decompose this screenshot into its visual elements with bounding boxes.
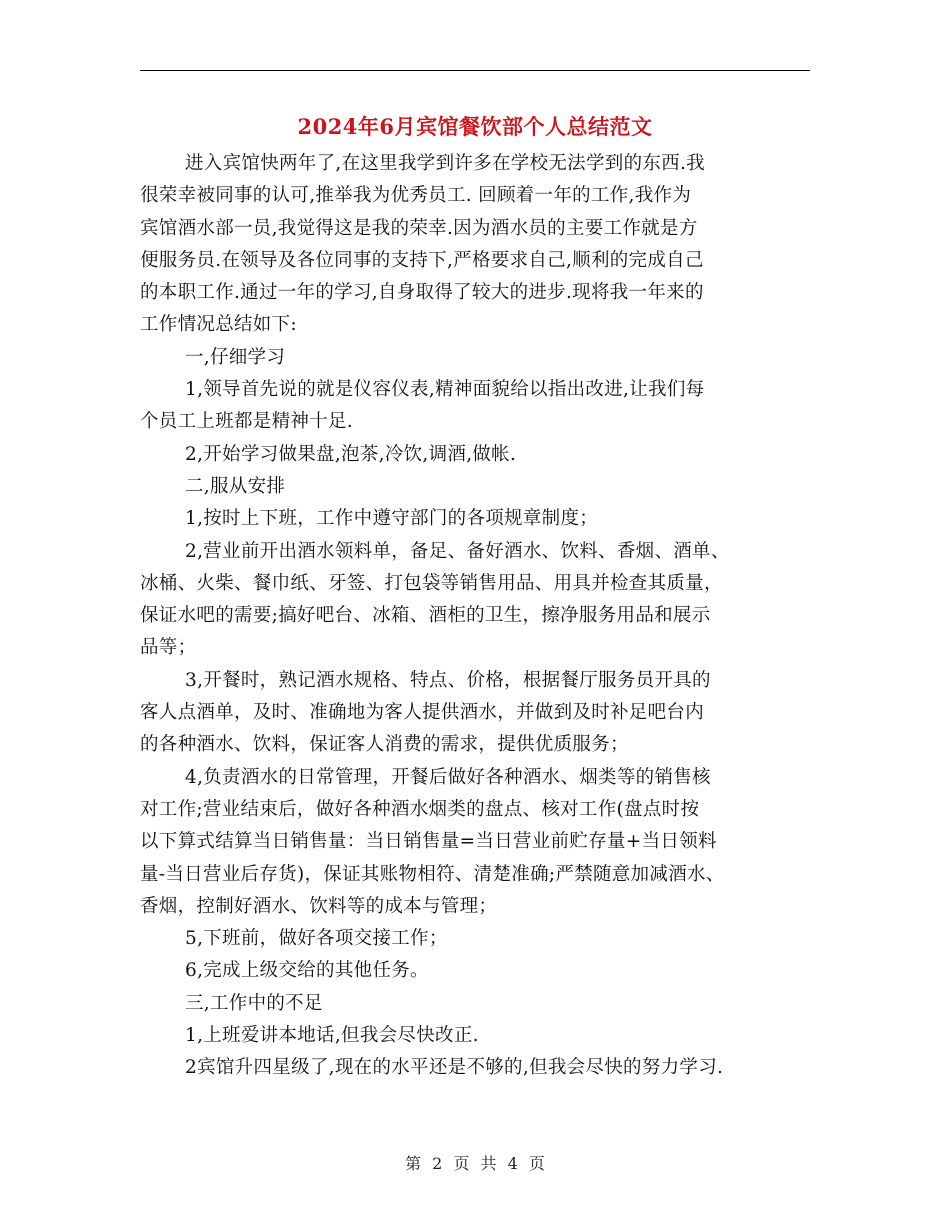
body-line: 1,上班爱讲本地话,但我会尽快改正. xyxy=(185,1025,479,1047)
body-line: 便服务员.在领导及各位同事的支持下,严格要求自己,顺利的完成自己 xyxy=(140,249,704,271)
body-line: 工作情况总结如下: xyxy=(140,314,297,336)
body-line: 以下算式结算当日销售量：当日销售量=当日营业前贮存量+当日领料 xyxy=(140,831,717,853)
body-line: 量-当日营业后存货)，保证其账物相符、清楚准确;严禁随意加减酒水、 xyxy=(140,863,725,885)
body-line: 5,下班前，做好各项交接工作； xyxy=(185,928,448,950)
page-number-footer: 第 2 页 共 4 页 xyxy=(405,1154,545,1173)
body-line: 2,开始学习做果盘,泡茶,冷饮,调酒,做帐. xyxy=(185,443,517,465)
body-line: 对工作;营业结束后，做好各种酒水烟类的盘点、核对工作(盘点时按 xyxy=(140,798,700,820)
body-line: 一,仔细学习 xyxy=(185,346,286,368)
body-line: 很荣幸被同事的认可,推举我为优秀员工. 回顾着一年的工作,我作为 xyxy=(140,185,692,207)
body-line: 1,领导首先说的就是仪容仪表,精神面貌给以指出改进,让我们每 xyxy=(185,379,705,401)
body-line: 1,按时上下班，工作中遵守部门的各项规章制度； xyxy=(185,508,599,530)
body-line: 保证水吧的需要;搞好吧台、冰箱、酒柜的卫生，擦净服务用品和展示 xyxy=(140,605,711,627)
body-line: 2,营业前开出酒水领料单，备足、备好酒水、饮料、香烟、酒单、 xyxy=(185,540,730,562)
body-line: 的各种酒水、饮料，保证客人消费的需求，提供优质服务； xyxy=(140,734,629,756)
body-line: 客人点酒单，及时、准确地为客人提供酒水，并做到及时补足吧台内 xyxy=(140,702,705,724)
body-line: 冰桶、火柴、餐巾纸、牙签、打包袋等销售用品、用具并检查其质量， xyxy=(140,572,723,594)
document-body xyxy=(140,148,810,1085)
body-line: 4,负责酒水的日常管理，开餐后做好各种酒水、烟类等的销售核 xyxy=(185,766,711,788)
body-line: 6,完成上级交给的其他任务。 xyxy=(185,960,429,982)
body-line: 品等； xyxy=(140,637,197,659)
document-title: 2024年6月宾馆餐饮部个人总结范文 xyxy=(297,114,653,139)
body-line: 宾馆酒水部一员,我觉得这是我的荣幸.因为酒水员的主要工作就是方 xyxy=(140,217,698,239)
header-rule xyxy=(140,70,810,71)
body-line: 3,开餐时，熟记酒水规格、特点、价格，根据餐厅服务员开具的 xyxy=(185,669,711,691)
body-line: 个员工上班都是精神十足. xyxy=(140,411,353,433)
body-line: 三,工作中的不足 xyxy=(185,992,323,1014)
body-line: 进入宾馆快两年了,在这里我学到许多在学校无法学到的东西.我 xyxy=(185,153,705,174)
body-line: 的本职工作.通过一年的学习,自身取得了较大的进步.现将我一年来的 xyxy=(140,282,704,304)
body-line: 香烟，控制好酒水、饮料等的成本与管理； xyxy=(140,895,498,917)
body-line: 2宾馆升四星级了,现在的水平还是不够的,但我会尽快的努力学习. xyxy=(185,1057,724,1079)
body-line: 二,服从安排 xyxy=(185,475,286,497)
